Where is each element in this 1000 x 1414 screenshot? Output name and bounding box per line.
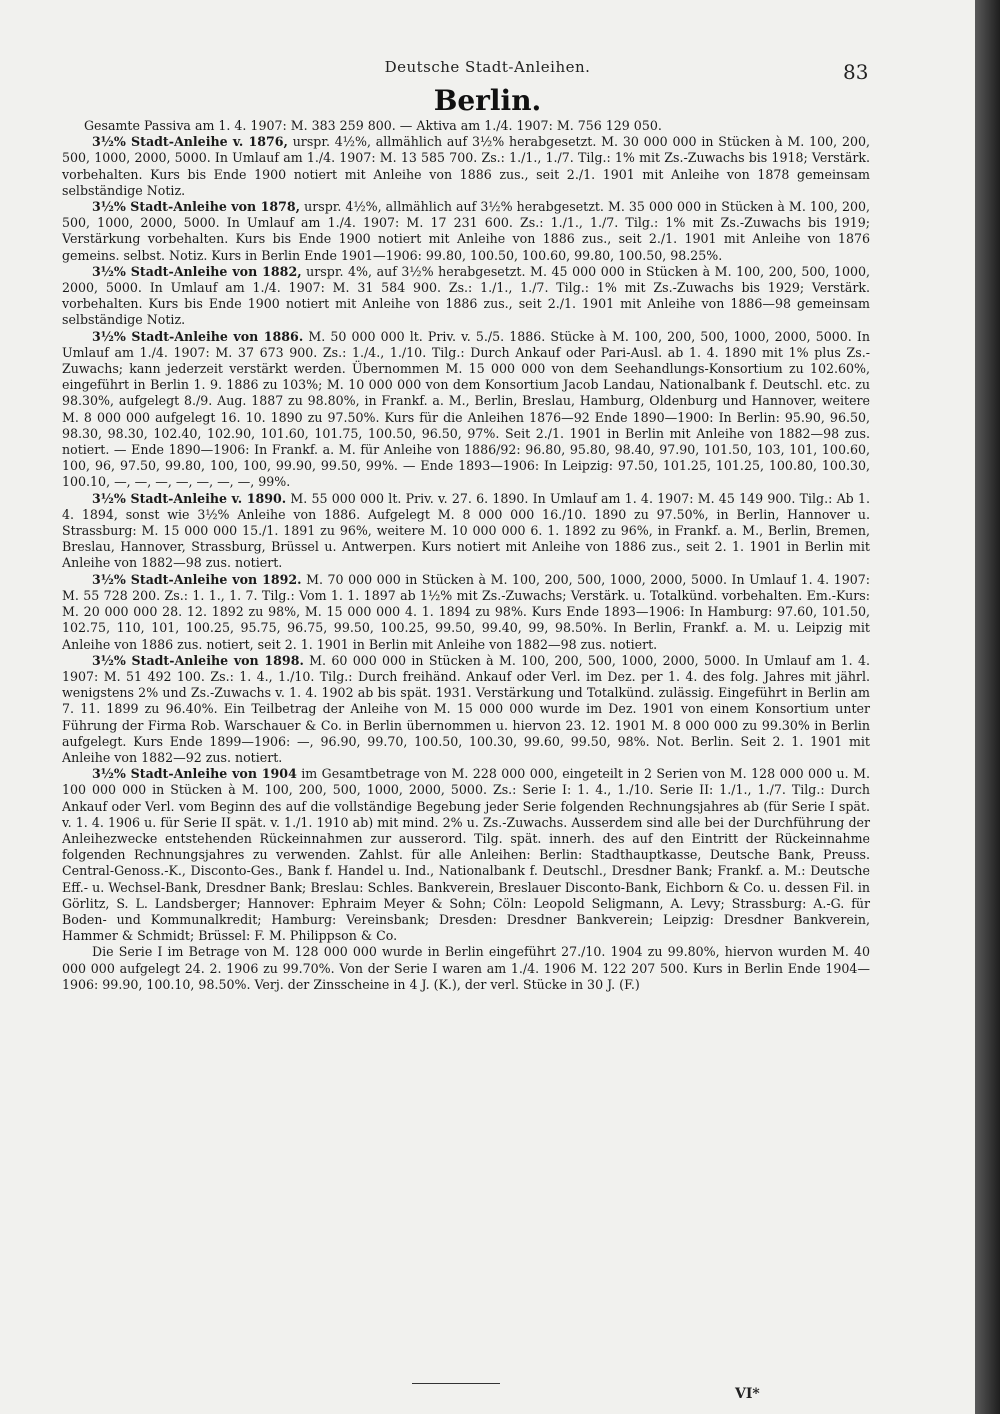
entry-heading: 3½% Stadt-Anleihe von 1882,	[92, 263, 302, 279]
entry-text: Die Serie I im Betrage von M. 128 000 000 wurde in Berlin eingeführt 27./10. 1904 zu 99.80%, hiervon wurden M. 40 000 000 aufgelegt 24. 2. 1906 zu 99.70%. Von der Serie I waren am 1./4. 1906 M. 122 207 500. Kurs in Berlin Ende 1904—1906: 99.90, 100.10, 98.50%. Verj. der Zinsscheine in 4 J. (K.), der verl. Stücke in 30 J. (F.)	[62, 944, 870, 992]
footer-rule	[412, 1383, 500, 1384]
entry-heading: 3½% Stadt-Anleihe von 1904	[92, 766, 297, 782]
page-number: 83	[843, 60, 869, 84]
entry-1898	[62, 653, 870, 766]
summary-line: Gesamte Passiva am 1. 4. 1907: M. 383 259 800. — Aktiva am 1./4. 1907: M. 756 129 050.	[84, 118, 662, 133]
entry-1882	[62, 264, 870, 329]
entry-text: urspr. 4½%, allmählich auf 3½% herabgesetzt. M. 30 000 000 in Stücken à M. 100, 200, 500, 1000, 2000, 5000. In Umlauf am 1./4. 1907: M. 13 585 700. Zs.: 1./1., 1./7. Tilg.: 1% mit Zs.-Zuwachs bis 1918; Verstärk. vorbehalten. Kurs bis Ende 1900 notiert mit Anleihe von 1886 zus., seit 2./1. 1901 mit Anleihe von 1878 gemeinsam selbständige Notiz.	[62, 134, 870, 198]
signature-mark: VI*	[735, 1386, 760, 1402]
entry-text: M. 60 000 000 in Stücken à M. 100, 200, 500, 1000, 2000, 5000. In Umlauf am 1. 4. 1907: M. 51 492 100. Zs.: 1. 4., 1./10. Tilg.: Durch freihänd. Ankauf oder Verl. im Dez. per 1. 4. des folg. Jahres mit jährl. wenigstens 2% und Zs.-Zuwachs v. 1. 4. 1902 ab bis spät. 1931. Verstärkung und Totalkünd. zulässig. Eingeführt in Berlin am 7. 11. 1899 zu 96.40%. Ein Teilbetrag der Anleihe von M. 15 000 000 wurde im Dez. 1901 von einem Konsortium unter Führung der Firma Rob. Warschauer & Co. in Berlin übernommen u. hiervon 23. 12. 1901 M. 8 000 000 zu 99.30% in Berlin aufgelegt. Kurs Ende 1899—1906: —, 96.90, 99.70, 100.50, 100.30, 99.60, 99.50, 98%. Not. Berlin. Seit 2. 1. 1901 mit Anleihe von 1882—92 zus. notiert.	[62, 652, 870, 765]
entry-1876	[62, 134, 870, 199]
entry-heading: 3½% Stadt-Anleihe von 1886.	[92, 328, 304, 344]
entry-1892	[62, 572, 870, 653]
entry-1878	[62, 199, 870, 264]
main-text	[62, 118, 870, 993]
entry-text: urspr. 4%, auf 3½% herabgesetzt. M. 45 000 000 in Stücken à M. 100, 200, 500, 1000, 2000, 5000. In Umlauf am 1./4. 1907: M. 31 584 900. Zs.: 1./1., 1./7. Tilg.: 1% mit Zs.-Zuwachs bis 1929; Verstärk. vorbehalten. Kurs bis Ende 1900 notiert mit Anleihe von 1886 zus., seit 2./1. 1901 mit Anleihe von 1886—98 gemeinsam selbständige Notiz.	[62, 263, 870, 328]
entry-text: im Gesamtbetrage von M. 228 000 000, eingeteilt in 2 Serien von M. 128 000 000 u. M. 100 000 000 in Stücken à M. 100, 200, 500, 1000, 2000, 5000. Zs.: Serie I: 1. 4., 1./10. Serie II: 1./1., 1./7. Tilg.: Durch Ankauf oder Verl. vom Beginn des auf die vollständige Begebung jeder Serie folgenden Rechnungsjahres ab (für Serie I spät. v. 1. 4. 1906 u. für Serie II spät. v. 1./1. 1910 ab) mit mind. 2% u. Zs.-Zuwachs. Ausserdem sind alle bei der Durchführung der Anleihezwecke entstehenden Rückeinnahmen zur ausserord. Tilg. spät. innerh. des auf den Eintritt der Rückeinnahme folgenden Rechnungsjahres zu verwenden. Zahlst. für alle Anleihen: Berlin: Stadthauptkasse, Deutsche Bank, Preuss. Central-Genoss.-K., Disconto-Ges., Bank f. Handel u. Ind., Nationalbank f. Deutschl., Dresdner Bank; Frankf. a. M.: Deutsche Eff.- u. Wechsel-Bank, Dresdner Bank; Breslau: Schles. Bankverein, Breslauer Disconto-Bank, Eichborn & Co. u. dessen Fil. in Görlitz, S. L. Landsberger; Hannover: Ephraim Meyer & Sohn; Cöln: Leopold Seligmann, A. Levy; Strassburg: A.-G. für Boden- und Kommunalkredit; Hamburg: Vereinsbank; Dresden: Dresdner Bankverein; Leipzig: Dresdner Bankverein, Hammer & Schmidt; Brüssel: F. M. Philippson & Co.	[62, 766, 870, 944]
page-edge-shadow	[975, 0, 1000, 1414]
entry-1904	[62, 766, 870, 944]
entry-heading: 3½% Stadt-Anleihe von 1898.	[92, 652, 304, 668]
entry-heading: 3½% Stadt-Anleihe v. 1890.	[92, 490, 287, 506]
entry-heading: 3½% Stadt-Anleihe v. 1876,	[92, 134, 288, 150]
entry-heading: 3½% Stadt-Anleihe von 1878,	[92, 199, 301, 215]
page-title: Berlin.	[433, 84, 542, 117]
entry-text: urspr. 4½%, allmählich auf 3½% herabgesetzt. M. 35 000 000 in Stücken à M. 100, 200, 500, 1000, 2000, 5000. In Umlauf am 1./4. 1907: M. 17 231 600. Zs.: 1./1., 1./7. Tilg.: 1% mit Zs.-Zuwachs bis 1919; Verstärkung vorbehalten. Kurs bis Ende 1900 notiert mit Anleihe von 1886 zus., seit 2./1. 1901 mit Anleihe von 1876 gemeins. selbst. Notiz. Kurs in Berlin Ende 1901—1906: 99.80, 100.50, 100.60, 99.80, 100.50, 98.25%.	[62, 199, 870, 263]
entry-1890	[62, 491, 870, 572]
entry-1904-serie-i	[62, 944, 870, 993]
entry-1886	[62, 329, 870, 491]
entry-heading: 3½% Stadt-Anleihe von 1892.	[92, 571, 302, 587]
entry-text: M. 50 000 000 lt. Priv. v. 5./5. 1886. Stücke à M. 100, 200, 500, 1000, 2000, 5000. In Umlauf am 1./4. 1907: M. 37 673 900. Zs.: 1./4., 1./10. Tilg.: Durch Ankauf oder Pari-Ausl. ab 1. 4. 1890 mit 1% plus Zs.-Zuwachs; kann jederzeit verstärkt werden. Übernommen M. 15 000 000 von dem Seehandlungs-Konsortium zu 102.60%, eingeführt in Berlin 1. 9. 1886 zu 103%; M. 10 000 000 von dem Konsortium Jacob Landau, Nationalbank f. Deutschl. etc. zu 98.30%, aufgelegt 8./9. Aug. 1887 zu 98.80%, in Frankf. a. M., Berlin, Breslau, Hamburg, Oldenburg und Hannover, weitere M. 8 000 000 aufgelegt 16. 10. 1890 zu 97.50%. Kurs für die Anleihen 1876—92 Ende 1890—1900: In Berlin: 95.90, 96.50, 98.30, 98.30, 102.40, 102.90, 101.60, 101.75, 100.50, 96.50, 97%. Seit 2./1. 1901 in Berlin mit Anleihe von 1882—98 zus. notiert. — Ende 1890—1906: In Frankf. a. M. für Anleihe von 1886/92: 96.80, 95.80, 98.40, 97.90, 101.50, 103, 101, 100.60, 100, 96, 97.50, 99.80, 100, 100, 99.90, 99.50, 99%. — Ende 1893—1906: In Leipzig: 97.50, 101.25, 101.25, 100.80, 100.30, 100.10, —, —, —, —, —, —, —, 99%.	[62, 328, 870, 490]
running-head: Deutsche Stadt-Anleihen.	[384, 58, 591, 76]
entry-text: M. 55 000 000 lt. Priv. v. 27. 6. 1890. In Umlauf am 1. 4. 1907: M. 45 149 900. Tilg.: Ab 1. 4. 1894, sonst wie 3½% Anleihe von 1886. Aufgelegt M. 8 000 000 16./10. 1890 zu 97.50%, in Berlin, Hannover u. Strassburg: M. 15 000 000 15./1. 1891 zu 96%, weitere M. 10 000 000 6. 1. 1892 zu 96%, in Frankf. a. M., Berlin, Bremen, Breslau, Hannover, Strassburg, Brüssel u. Antwerpen. Kurs notiert mit Anleihe von 1886 zus., seit 2. 1. 1901 in Berlin mit Anleihe von 1882—98 zus. notiert.	[62, 490, 870, 571]
entry-text: M. 70 000 000 in Stücken à M. 100, 200, 500, 1000, 2000, 5000. In Umlauf 1. 4. 1907: M. 55 728 200. Zs.: 1. 1., 1. 7. Tilg.: Vom 1. 1. 1897 ab 1½% mit Zs.-Zuwachs; Verstärk. u. Totalkünd. vorbehalten. Em.-Kurs: M. 20 000 000 28. 12. 1892 zu 98%, M. 15 000 000 4. 1. 1894 zu 98%. Kurs Ende 1893—1906: In Hamburg: 97.60, 101.50, 102.75, 110, 101, 100.25, 95.75, 96.75, 99.50, 100.25, 99.50, 99.40, 99, 98.50%. In Berlin, Frankf. a. M. u. Leipzig mit Anleihe von 1886 zus. notiert, seit 2. 1. 1901 in Berlin mit Anleihe von 1882—98 zus. notiert.	[62, 571, 870, 652]
